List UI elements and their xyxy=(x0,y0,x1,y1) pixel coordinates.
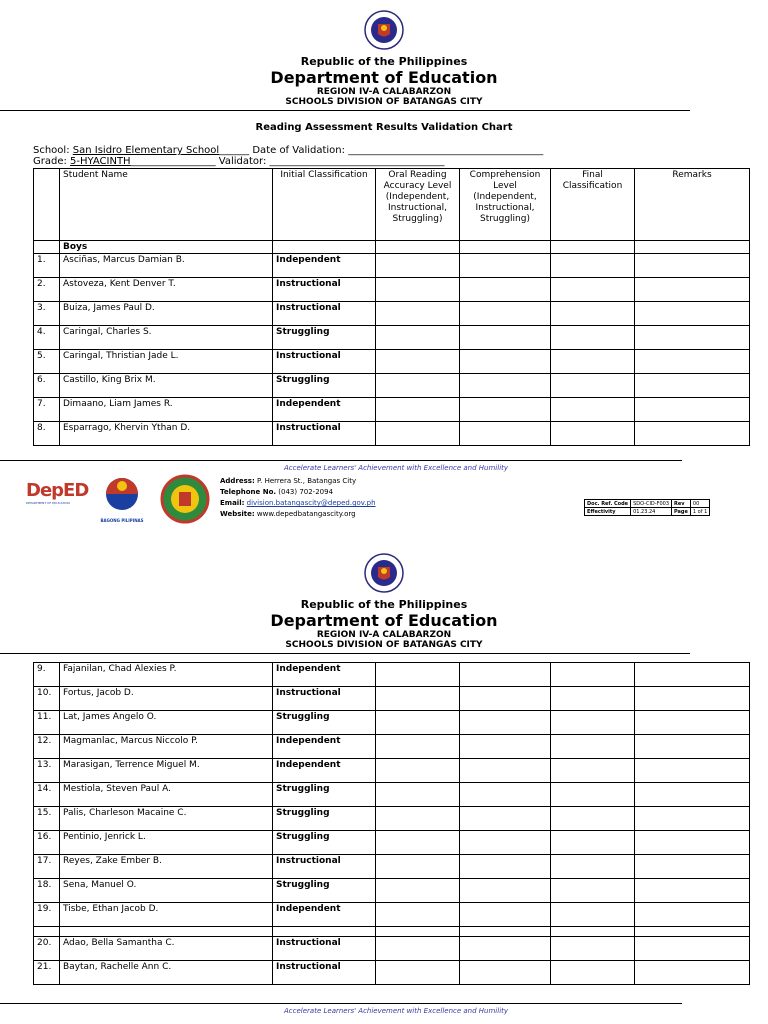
table-row xyxy=(34,374,750,398)
boys-row xyxy=(34,241,750,254)
school-value[interactable]: San Isidro Elementary School xyxy=(72,145,220,156)
row-number: 16. xyxy=(34,831,60,855)
date-label: Date of Validation: xyxy=(252,145,346,156)
final-classification-cell[interactable] xyxy=(551,961,635,985)
table-row xyxy=(34,735,750,759)
final-classification-cell[interactable] xyxy=(551,879,635,903)
col-remarks-header: Remarks xyxy=(635,169,750,241)
initial-classification: Struggling xyxy=(273,879,376,903)
header-divider xyxy=(0,110,690,111)
student-name: Caringal, Thristian Jade L. xyxy=(60,350,273,374)
initial-classification: Instructional xyxy=(273,687,376,711)
remarks-cell[interactable] xyxy=(635,350,750,374)
row-number: 17. xyxy=(34,855,60,879)
comprehension-cell[interactable] xyxy=(460,783,551,807)
initial-classification: Instructional xyxy=(273,302,376,326)
comprehension-cell[interactable] xyxy=(460,326,551,350)
website-label: Website: xyxy=(220,510,255,518)
division-text-page2: SCHOOLS DIVISION OF BATANGAS CITY xyxy=(285,640,483,650)
remarks-cell[interactable] xyxy=(635,879,750,903)
initial-classification: Instructional xyxy=(273,937,376,961)
row-number: 7. xyxy=(34,398,60,422)
row-number: 20. xyxy=(34,937,60,961)
table-row xyxy=(34,783,750,807)
footer-divider xyxy=(0,460,682,461)
assessment-table-page1 xyxy=(33,168,750,446)
email-link[interactable]: division.batangascity@deped.gov.ph xyxy=(246,499,376,507)
remarks-cell[interactable] xyxy=(635,663,750,687)
final-classification-cell[interactable] xyxy=(551,903,635,927)
final-classification-cell[interactable] xyxy=(551,398,635,422)
student-name xyxy=(60,927,273,937)
oral-reading-cell[interactable] xyxy=(376,254,460,278)
oral-reading-cell[interactable] xyxy=(376,374,460,398)
col-final-header: Final Classification xyxy=(551,169,635,241)
row-number: 6. xyxy=(34,374,60,398)
student-name: Fortus, Jacob D. xyxy=(60,687,273,711)
table-row xyxy=(34,937,750,961)
oral-reading-cell[interactable] xyxy=(376,879,460,903)
initial-classification: Instructional xyxy=(273,855,376,879)
initial-classification: Struggling xyxy=(273,807,376,831)
table-row xyxy=(34,278,750,302)
student-name: Esparrago, Khervin Ythan D. xyxy=(60,422,273,446)
division-seal xyxy=(160,474,210,524)
final-classification-cell[interactable] xyxy=(551,350,635,374)
student-name: Astoveza, Kent Denver T. xyxy=(60,278,273,302)
table-row xyxy=(34,927,750,937)
email-label: Email: xyxy=(220,499,245,507)
department-title: Department of Education xyxy=(270,68,498,87)
remarks-cell[interactable] xyxy=(635,398,750,422)
initial-classification: Struggling xyxy=(273,783,376,807)
ref-code-label: Doc. Ref. Code xyxy=(585,500,631,508)
table-row xyxy=(34,831,750,855)
final-classification-cell[interactable] xyxy=(551,687,635,711)
table-row xyxy=(34,302,750,326)
comprehension-cell[interactable] xyxy=(460,903,551,927)
phone-value: (043) 702-2094 xyxy=(276,488,334,496)
ref-rev-label: Rev xyxy=(672,500,691,508)
oral-reading-cell[interactable] xyxy=(376,807,460,831)
remarks-cell[interactable] xyxy=(635,759,750,783)
final-classification-cell[interactable] xyxy=(551,735,635,759)
oral-reading-cell[interactable] xyxy=(376,663,460,687)
remarks-cell[interactable] xyxy=(635,831,750,855)
row-number: 11. xyxy=(34,711,60,735)
final-classification-cell[interactable] xyxy=(551,254,635,278)
remarks-cell[interactable] xyxy=(635,711,750,735)
final-classification-cell[interactable] xyxy=(551,783,635,807)
table-row xyxy=(34,903,750,927)
initial-classification: Independent xyxy=(273,254,376,278)
row-number: 13. xyxy=(34,759,60,783)
row-number: 9. xyxy=(34,663,60,687)
comprehension-cell[interactable] xyxy=(460,687,551,711)
address-label: Address: xyxy=(220,477,255,485)
col-initial-header: Initial Classification xyxy=(273,169,376,241)
col-comprehension-header: Comprehension Level (Independent, Instructional, Struggling) xyxy=(460,169,551,241)
division-text: SCHOOLS DIVISION OF BATANGAS CITY xyxy=(285,97,483,107)
student-name: Marasigan, Terrence Miguel M. xyxy=(60,759,273,783)
remarks-cell[interactable] xyxy=(635,807,750,831)
final-classification-cell[interactable] xyxy=(551,831,635,855)
comprehension-cell[interactable] xyxy=(460,302,551,326)
final-classification-cell[interactable] xyxy=(551,302,635,326)
comprehension-cell[interactable] xyxy=(460,937,551,961)
oral-reading-cell[interactable] xyxy=(376,735,460,759)
table-row xyxy=(34,398,750,422)
initial-classification: Struggling xyxy=(273,711,376,735)
final-classification-cell[interactable] xyxy=(551,807,635,831)
table-row xyxy=(34,807,750,831)
grade-label: Grade: xyxy=(33,156,67,167)
row-number: 1. xyxy=(34,254,60,278)
student-name: Castillo, King Brix M. xyxy=(60,374,273,398)
ref-eff-value: 01.23.24 xyxy=(631,508,672,516)
deped-logo-text: DepED xyxy=(26,480,89,501)
initial-classification: Independent xyxy=(273,759,376,783)
row-number: 19. xyxy=(34,903,60,927)
student-name: Caringal, Charles S. xyxy=(60,326,273,350)
oral-reading-cell[interactable] xyxy=(376,278,460,302)
student-name: Reyes, Zake Ember B. xyxy=(60,855,273,879)
student-name: Sena, Manuel O. xyxy=(60,879,273,903)
initial-classification: Struggling xyxy=(273,831,376,855)
table-row xyxy=(34,254,750,278)
comprehension-cell[interactable] xyxy=(460,711,551,735)
row-number: 8. xyxy=(34,422,60,446)
footer-divider-page2 xyxy=(0,1003,682,1004)
remarks-cell[interactable] xyxy=(635,783,750,807)
col-oral-header: Oral Reading Accuracy Level (Independent, Instructional, Struggling) xyxy=(376,169,460,241)
oral-reading-cell[interactable] xyxy=(376,687,460,711)
comprehension-cell[interactable] xyxy=(460,961,551,985)
student-name: Fajanilan, Chad Alexies P. xyxy=(60,663,273,687)
oral-reading-cell[interactable] xyxy=(376,855,460,879)
remarks-cell[interactable] xyxy=(635,937,750,961)
ref-page-value: 1 of 1 xyxy=(690,508,709,516)
remarks-cell[interactable] xyxy=(635,302,750,326)
row-number: 21. xyxy=(34,961,60,985)
phone-label: Telephone No. xyxy=(220,488,277,496)
comprehension-cell[interactable] xyxy=(460,278,551,302)
initial-classification: Struggling xyxy=(273,374,376,398)
comprehension-cell[interactable] xyxy=(460,927,551,937)
table-row xyxy=(34,350,750,374)
final-classification-cell[interactable] xyxy=(551,374,635,398)
comprehension-cell[interactable] xyxy=(460,807,551,831)
final-classification-cell[interactable] xyxy=(551,711,635,735)
final-classification-cell[interactable] xyxy=(551,326,635,350)
student-name: Palis, Charleson Macaine C. xyxy=(60,807,273,831)
row-number: 3. xyxy=(34,302,60,326)
comprehension-cell[interactable] xyxy=(460,663,551,687)
republic-text-page2: Republic of the Philippines xyxy=(300,598,468,611)
comprehension-cell[interactable] xyxy=(460,254,551,278)
assessment-table-page2 xyxy=(33,662,750,985)
remarks-cell[interactable] xyxy=(635,278,750,302)
student-name: Buiza, James Paul D. xyxy=(60,302,273,326)
student-name: Dimaano, Liam James R. xyxy=(60,398,273,422)
website-value[interactable]: www.depedbatangascity.org xyxy=(254,510,356,518)
final-classification-cell[interactable] xyxy=(551,278,635,302)
footer-motto-page2: Accelerate Learners' Achievement with Excellence and Humility xyxy=(284,1007,509,1015)
region-text: REGION IV-A CALABARZON xyxy=(316,87,452,97)
final-classification-cell[interactable] xyxy=(551,927,635,937)
student-name: Tisbe, Ethan Jacob D. xyxy=(60,903,273,927)
row-number xyxy=(34,927,60,937)
ref-rev-value: 00 xyxy=(690,500,709,508)
address-value: P. Herrera St., Batangas City xyxy=(254,477,357,485)
oral-reading-cell[interactable] xyxy=(376,831,460,855)
comprehension-cell[interactable] xyxy=(460,422,551,446)
bagong-label: BAGONG PILIPINAS xyxy=(100,518,144,523)
student-name: Pentinio, Jenrick L. xyxy=(60,831,273,855)
table-row xyxy=(34,687,750,711)
deped-seal-page2 xyxy=(364,553,404,593)
row-number: 4. xyxy=(34,326,60,350)
oral-reading-cell[interactable] xyxy=(376,302,460,326)
initial-classification: Independent xyxy=(273,903,376,927)
republic-text: Republic of the Philippines xyxy=(300,55,468,68)
final-classification-cell[interactable] xyxy=(551,855,635,879)
student-name: Baytan, Rachelle Ann C. xyxy=(60,961,273,985)
comprehension-cell[interactable] xyxy=(460,735,551,759)
student-name: Lat, James Angelo O. xyxy=(60,711,273,735)
remarks-cell[interactable] xyxy=(635,961,750,985)
ref-eff-label: Effectivity xyxy=(585,508,631,516)
footer-motto: Accelerate Learners' Achievement with Excellence and Humility xyxy=(284,464,509,472)
row-number: 10. xyxy=(34,687,60,711)
oral-reading-cell[interactable] xyxy=(376,398,460,422)
initial-classification: Independent xyxy=(273,663,376,687)
remarks-cell[interactable] xyxy=(635,687,750,711)
oral-reading-cell[interactable] xyxy=(376,961,460,985)
oral-reading-cell[interactable] xyxy=(376,783,460,807)
comprehension-cell[interactable] xyxy=(460,879,551,903)
validator-label: Validator: xyxy=(218,156,267,167)
oral-reading-cell[interactable] xyxy=(376,350,460,374)
table-row xyxy=(34,711,750,735)
initial-classification: Independent xyxy=(273,735,376,759)
student-name: Mestiola, Steven Paul A. xyxy=(60,783,273,807)
row-number: 14. xyxy=(34,783,60,807)
bagong-pilipinas-logo xyxy=(92,472,152,522)
table-row xyxy=(34,855,750,879)
row-number: 2. xyxy=(34,278,60,302)
deped-logo-sub: DEPARTMENT OF EDUCATION xyxy=(26,501,70,505)
region-text-page2: REGION IV-A CALABARZON xyxy=(316,630,452,640)
final-classification-cell[interactable] xyxy=(551,663,635,687)
oral-reading-cell[interactable] xyxy=(376,903,460,927)
oral-reading-cell[interactable] xyxy=(376,759,460,783)
table-row xyxy=(34,422,750,446)
oral-reading-cell[interactable] xyxy=(376,937,460,961)
grade-line: Grade: 5-HYACINTH_________________ Validator: ___________________________________ xyxy=(33,156,445,167)
oral-reading-cell[interactable] xyxy=(376,927,460,937)
school-label: School: xyxy=(33,145,70,156)
boys-label: Boys xyxy=(60,241,273,254)
table-row xyxy=(34,961,750,985)
oral-reading-cell[interactable] xyxy=(376,711,460,735)
grade-value[interactable]: 5-HYACINTH xyxy=(70,156,131,167)
doc-ref-table xyxy=(584,499,710,516)
remarks-cell[interactable] xyxy=(635,326,750,350)
remarks-cell[interactable] xyxy=(635,422,750,446)
table-row xyxy=(34,759,750,783)
row-number: 15. xyxy=(34,807,60,831)
oral-reading-cell[interactable] xyxy=(376,326,460,350)
deped-seal xyxy=(364,10,404,50)
row-number: 5. xyxy=(34,350,60,374)
school-line: School: San Isidro Elementary School______ Date of Validation: _______________________________________ xyxy=(33,145,544,156)
comprehension-cell[interactable] xyxy=(460,350,551,374)
row-number: 18. xyxy=(34,879,60,903)
final-classification-cell[interactable] xyxy=(551,759,635,783)
date-field[interactable]: _______________________________________ xyxy=(348,145,544,156)
page1-rows xyxy=(34,254,750,446)
oral-reading-cell[interactable] xyxy=(376,422,460,446)
header-divider-page2 xyxy=(0,653,690,654)
ref-code-value: SDO-CID-F003 xyxy=(631,500,672,508)
col-name-header: Student Name xyxy=(60,169,273,241)
deped-logo xyxy=(26,480,96,520)
table-row xyxy=(34,879,750,903)
ref-page-label: Page xyxy=(672,508,691,516)
student-name: Magmanlac, Marcus Niccolo P. xyxy=(60,735,273,759)
table-row xyxy=(34,663,750,687)
comprehension-cell[interactable] xyxy=(460,855,551,879)
table-header-row xyxy=(34,169,750,241)
footer-contact xyxy=(220,476,376,520)
final-classification-cell[interactable] xyxy=(551,937,635,961)
remarks-cell[interactable] xyxy=(635,927,750,937)
initial-classification xyxy=(273,927,376,937)
validator-field[interactable]: ___________________________________ xyxy=(269,156,445,167)
comprehension-cell[interactable] xyxy=(460,759,551,783)
initial-classification: Instructional xyxy=(273,961,376,985)
remarks-cell[interactable] xyxy=(635,254,750,278)
remarks-cell[interactable] xyxy=(635,374,750,398)
student-name: Adao, Bella Samantha C. xyxy=(60,937,273,961)
remarks-cell[interactable] xyxy=(635,855,750,879)
department-title-page2: Department of Education xyxy=(270,611,498,630)
table-row xyxy=(34,326,750,350)
remarks-cell[interactable] xyxy=(635,903,750,927)
initial-classification: Struggling xyxy=(273,326,376,350)
initial-classification: Instructional xyxy=(273,422,376,446)
form-title: Reading Assessment Results Validation Chart xyxy=(255,122,513,133)
remarks-cell[interactable] xyxy=(635,735,750,759)
initial-classification: Instructional xyxy=(273,350,376,374)
page2-rows xyxy=(34,663,750,985)
initial-classification: Instructional xyxy=(273,278,376,302)
comprehension-cell[interactable] xyxy=(460,374,551,398)
comprehension-cell[interactable] xyxy=(460,831,551,855)
student-name: Asciñas, Marcus Damian B. xyxy=(60,254,273,278)
initial-classification: Independent xyxy=(273,398,376,422)
col-no-header xyxy=(34,169,60,241)
final-classification-cell[interactable] xyxy=(551,422,635,446)
comprehension-cell[interactable] xyxy=(460,398,551,422)
row-number: 12. xyxy=(34,735,60,759)
